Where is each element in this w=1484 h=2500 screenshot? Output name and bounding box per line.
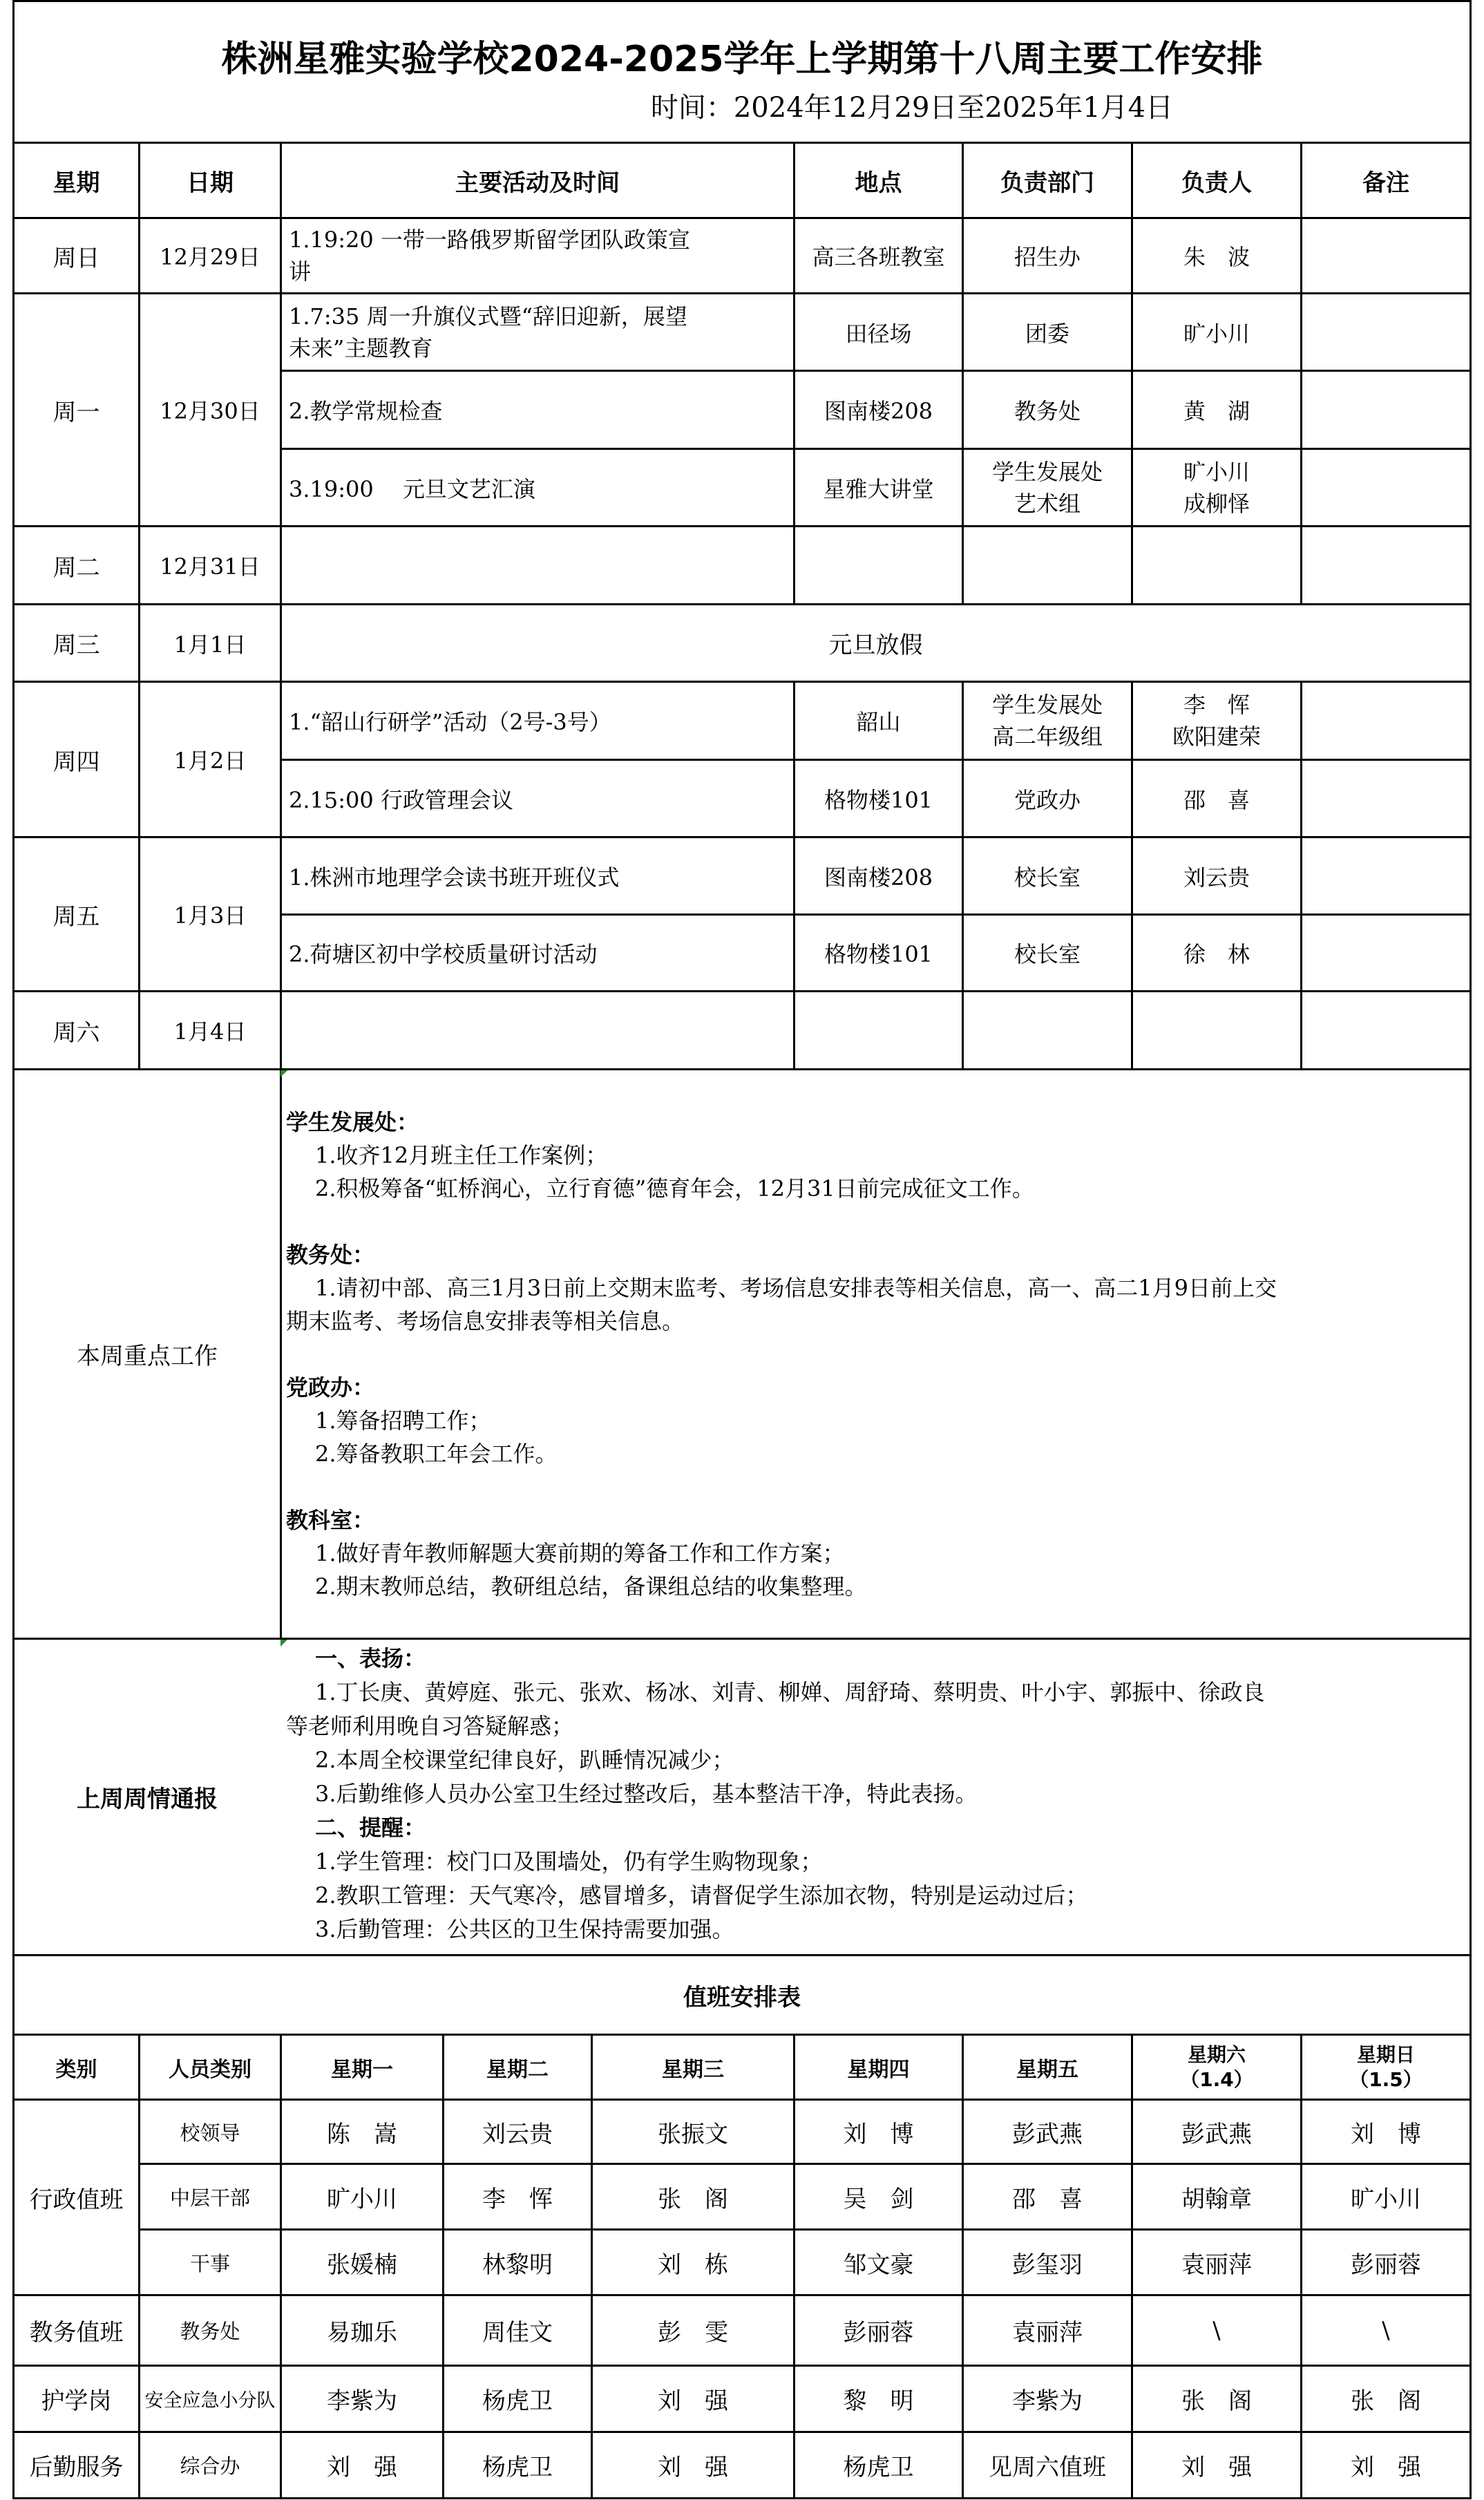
page-title: 株洲星雅实验学校2024-2025学年上学期第十八周主要工作安排 xyxy=(221,38,1263,80)
duty-header: 人员类别 xyxy=(169,2057,251,2082)
activity-cell: 1.7:35 周一升旗仪式暨“辞旧迎新，展望 未来”主题教育 xyxy=(289,303,687,361)
weekday-cell: 周四 xyxy=(53,748,100,776)
department-cell: 校长室 xyxy=(1014,941,1081,967)
activity-cell: 1.19:20 一带一路俄罗斯留学团队政策宣 讲 xyxy=(289,227,690,285)
person-cell: 黄 湖 xyxy=(1183,398,1250,424)
duty-name-cell: 刘 强 xyxy=(327,2454,397,2481)
duty-name-cell: 黎 明 xyxy=(843,2387,914,2415)
person-cell: 旷小川 xyxy=(1183,320,1250,347)
duty-header: 星期三 xyxy=(662,2057,724,2082)
report-section-head: 一、表扬： xyxy=(315,1645,426,1672)
weekday-cell: 周三 xyxy=(53,632,100,659)
focus-item: 期末监考、考场信息安排表等相关信息。 xyxy=(286,1308,685,1334)
duty-name-cell: 刘 强 xyxy=(1351,2454,1421,2481)
duty-name-cell: 彭玺羽 xyxy=(1012,2251,1083,2279)
person-cell: 邵 喜 xyxy=(1183,786,1250,813)
focus-item: 2.期末教师总结，教研组总结，备课组总结的收集整理。 xyxy=(315,1573,867,1600)
date-cell: 12月30日 xyxy=(160,398,260,424)
duty-name-cell: 张 阁 xyxy=(1181,2387,1252,2415)
department-cell: 党政办 xyxy=(1014,786,1081,813)
duty-name-cell: 李紫为 xyxy=(1012,2387,1083,2415)
duty-name-cell: 彭丽蓉 xyxy=(1351,2251,1421,2279)
duty-name-cell: 刘 博 xyxy=(1351,2120,1421,2148)
report-item: 2.本周全校课堂纪律良好，趴睡情况减少； xyxy=(315,1747,734,1773)
location-cell: 格物楼101 xyxy=(824,786,933,813)
activity-cell: 2.教学常规检查 xyxy=(289,398,443,424)
report-item: 3.后勤维修人员办公室卫生经过整改后，基本整洁干净，特此表扬。 xyxy=(315,1781,978,1807)
duty-subcategory: 中层干部 xyxy=(169,2186,250,2210)
focus-item: 2.筹备教职工年会工作。 xyxy=(315,1441,558,1467)
duty-category: 护学岗 xyxy=(41,2387,112,2415)
duty-subcategory: 干事 xyxy=(189,2251,230,2275)
header-department: 负责部门 xyxy=(1000,169,1094,197)
focus-section-head: 学生发展处： xyxy=(286,1109,419,1135)
weekday-cell: 周日 xyxy=(53,244,100,272)
duty-name-cell: 邹文豪 xyxy=(843,2251,914,2279)
duty-name-cell: 张振文 xyxy=(658,2120,728,2148)
focus-label: 本周重点工作 xyxy=(77,1343,218,1370)
focus-section-head: 教科室： xyxy=(286,1507,375,1533)
duty-name-cell: 张 阁 xyxy=(1351,2387,1421,2415)
duty-name-cell: 彭武燕 xyxy=(1181,2120,1252,2148)
activity-cell: 1.“韶山行研学”活动（2号-3号） xyxy=(289,709,611,735)
duty-name-cell: 袁丽萍 xyxy=(1181,2251,1252,2279)
date-cell: 12月31日 xyxy=(160,553,260,580)
duty-subcategory: 综合办 xyxy=(180,2454,240,2478)
location-cell: 图南楼208 xyxy=(824,398,933,424)
location-cell: 韶山 xyxy=(856,709,901,735)
duty-name-cell: 周佳文 xyxy=(482,2319,553,2347)
person-cell: 李 恽 欧阳建荣 xyxy=(1172,692,1261,750)
header-remarks: 备注 xyxy=(1362,169,1409,197)
duty-name-cell: 旷小川 xyxy=(327,2185,397,2213)
cell-marker xyxy=(280,1070,287,1077)
duty-name-cell: 杨虎卫 xyxy=(843,2454,914,2481)
duty-category: 后勤服务 xyxy=(29,2454,124,2481)
duty-name-cell: 袁丽萍 xyxy=(1012,2319,1083,2347)
duty-name-cell: 李 恽 xyxy=(482,2185,553,2213)
focus-item: 2.积极筹备“虹桥润心，立行育德”德育年会，12月31日前完成征文工作。 xyxy=(315,1175,1034,1202)
duty-name-cell: 杨虎卫 xyxy=(482,2454,553,2481)
activity-cell: 2.15:00 行政管理会议 xyxy=(289,786,513,813)
header-date: 日期 xyxy=(187,169,234,197)
report-item: 3.后勤管理：公共区的卫生保持需要加强。 xyxy=(315,1916,734,1942)
weekday-cell: 周二 xyxy=(53,553,100,582)
duty-header: 星期二 xyxy=(486,2057,549,2082)
activity-cell: 2.荷塘区初中学校质量研讨活动 xyxy=(289,941,598,967)
department-cell: 教务处 xyxy=(1014,398,1081,424)
duty-subcategory: 校领导 xyxy=(180,2121,240,2145)
location-cell: 星雅大讲堂 xyxy=(823,475,934,502)
person-cell: 朱 波 xyxy=(1183,244,1250,270)
location-cell: 格物楼101 xyxy=(824,941,933,967)
report-content xyxy=(286,1642,1464,1947)
duty-category: 教务值班 xyxy=(29,2319,124,2347)
duty-name-cell: \ xyxy=(1382,2316,1390,2345)
person-cell: 刘云贵 xyxy=(1183,864,1250,891)
activity-cell: 3.19:00 元旦文艺汇演 xyxy=(289,475,535,502)
duty-title: 值班安排表 xyxy=(683,1983,801,2011)
duty-name-cell: 邵 喜 xyxy=(1012,2185,1083,2213)
duty-name-cell: 刘 强 xyxy=(1181,2454,1252,2481)
focus-item: 1.请初中部、高三1月3日前上交期末监考、考场信息安排表等相关信息，高一、高二1月9日前上交 xyxy=(315,1275,1277,1301)
activity-cell: 1.株洲市地理学会读书班开班仪式 xyxy=(289,864,620,891)
duty-subcategory: 安全应急小分队 xyxy=(144,2390,276,2412)
date-range: 时间：2024年12月29日至2025年1月4日 xyxy=(650,91,1174,124)
report-label: 上周周情通报 xyxy=(77,1786,218,1813)
weekday-cell: 周一 xyxy=(53,398,100,426)
focus-item: 1.做好青年教师解题大赛前期的筹备工作和工作方案； xyxy=(315,1540,845,1566)
focus-section-head: 党政办： xyxy=(286,1374,375,1401)
duty-header: 星期日 （1.5） xyxy=(1349,2043,1423,2091)
duty-name-cell: 林黎明 xyxy=(482,2251,553,2279)
duty-name-cell: 胡翰章 xyxy=(1181,2185,1252,2213)
holiday-cell: 元旦放假 xyxy=(828,632,923,659)
report-section-head: 二、提醒： xyxy=(315,1815,426,1841)
header-person: 负责人 xyxy=(1181,169,1252,197)
focus-content xyxy=(286,1106,1461,1603)
duty-name-cell: 彭丽蓉 xyxy=(843,2319,914,2347)
duty-name-cell: 张媛楠 xyxy=(327,2251,397,2279)
location-cell: 田径场 xyxy=(845,320,912,347)
date-cell: 1月1日 xyxy=(173,631,247,658)
duty-subcategory: 教务处 xyxy=(180,2320,240,2343)
duty-header: 星期一 xyxy=(331,2057,393,2082)
duty-name-cell: 杨虎卫 xyxy=(482,2387,553,2415)
weekday-cell: 周六 xyxy=(53,1019,100,1047)
department-cell: 招生办 xyxy=(1014,244,1081,270)
duty-name-cell: 陈 嵩 xyxy=(327,2120,397,2148)
duty-name-cell: 彭 雯 xyxy=(658,2319,728,2347)
date-cell: 1月3日 xyxy=(173,902,247,929)
duty-name-cell: 李紫为 xyxy=(327,2387,397,2415)
department-cell: 校长室 xyxy=(1014,864,1081,891)
person-cell: 旷小川 成柳怿 xyxy=(1183,458,1250,517)
duty-header: 星期六 （1.4） xyxy=(1180,2043,1253,2091)
header-activity: 主要活动及时间 xyxy=(455,169,620,197)
report-item: 等老师利用晚自习答疑解惑； xyxy=(286,1713,574,1739)
duty-name-cell: 刘 强 xyxy=(658,2387,728,2415)
duty-category: 行政值班 xyxy=(29,2186,124,2214)
duty-name-cell: 见周六值班 xyxy=(989,2454,1106,2481)
duty-name-cell: 旷小川 xyxy=(1351,2185,1421,2213)
duty-name-cell: 张 阁 xyxy=(658,2185,728,2213)
duty-name-cell: 刘云贵 xyxy=(482,2120,553,2148)
department-cell: 学生发展处 艺术组 xyxy=(991,458,1103,517)
department-cell: 团委 xyxy=(1025,320,1069,347)
duty-name-cell: \ xyxy=(1212,2316,1221,2345)
header-location: 地点 xyxy=(855,169,902,197)
department-cell: 学生发展处 高二年级组 xyxy=(991,692,1103,750)
date-cell: 1月2日 xyxy=(173,748,247,774)
focus-item: 1.收齐12月班主任工作案例； xyxy=(315,1142,608,1168)
duty-name-cell: 吴 剑 xyxy=(843,2185,914,2213)
focus-item: 1.筹备招聘工作； xyxy=(315,1408,491,1434)
report-item: 1.学生管理：校门口及围墙处，仍有学生购物现象； xyxy=(315,1848,823,1875)
duty-header: 星期五 xyxy=(1016,2057,1078,2082)
duty-header: 类别 xyxy=(55,2057,97,2082)
location-cell: 图南楼208 xyxy=(824,864,933,891)
duty-name-cell: 刘 强 xyxy=(658,2454,728,2481)
report-item: 2.教职工管理：天气寒冷，感冒增多，请督促学生添加衣物，特别是运动过后； xyxy=(315,1882,1088,1909)
header-weekday: 星期 xyxy=(53,169,100,197)
duty-name-cell: 彭武燕 xyxy=(1012,2120,1083,2148)
duty-name-cell: 易珈乐 xyxy=(327,2319,397,2347)
location-cell: 高三各班教室 xyxy=(812,244,945,270)
date-cell: 1月4日 xyxy=(173,1019,247,1045)
date-cell: 12月29日 xyxy=(160,244,260,270)
person-cell: 徐 林 xyxy=(1183,941,1250,967)
duty-name-cell: 刘 博 xyxy=(843,2120,914,2148)
weekday-cell: 周五 xyxy=(53,902,100,931)
duty-name-cell: 刘 栋 xyxy=(658,2251,728,2279)
duty-header: 星期四 xyxy=(847,2057,910,2082)
report-item: 1.丁长庚、黄婷庭、张元、张欢、杨冰、刘青、柳婵、周舒琦、蔡明贵、叶小宇、郭振中、徐政良 xyxy=(315,1679,1265,1705)
focus-section-head: 教务处： xyxy=(286,1242,375,1268)
